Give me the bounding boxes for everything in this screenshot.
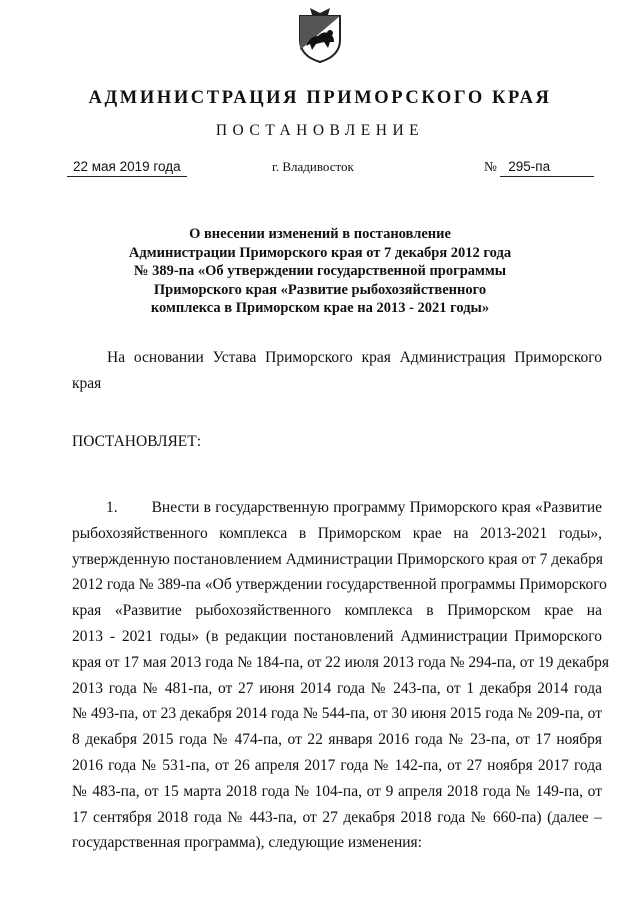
- document-title: [70, 225, 570, 318]
- paragraph-line: края от 17 мая 2013 года № 184-па, от 22 июля 2013 года № 294-па, от 19 декабря: [72, 653, 609, 671]
- title-line: № 389-па «Об утверждении государственной программы: [133, 263, 507, 279]
- paragraph-line: 2016 года № 531-па, от 26 апреля 2017 года № 142-па, от 27 ноября 2017 года: [72, 756, 602, 774]
- basis-paragraph: [72, 345, 602, 397]
- primorsky-krai-coat-of-arms-icon: [296, 6, 344, 64]
- number-value: 295-па: [500, 159, 594, 177]
- paragraph-line: рыбохозяйственного комплекса в Приморском крае на 2013-2021 годы»,: [72, 524, 602, 542]
- number-label: №: [484, 159, 497, 174]
- paragraph-line: 2013 - 2021 годы» (в редакции постановлений Администрации Приморского: [72, 627, 602, 645]
- paragraph-line: № 493-па, от 23 декабря 2014 года № 544-па, от 30 июня 2015 года № 209-па, от: [72, 705, 602, 723]
- paragraph-line: 8 декабря 2015 года № 474-па, от 22 января 2016 года № 23-па, от 17 ноября: [72, 731, 602, 749]
- document-city: г. Владивосток: [272, 159, 354, 174]
- paragraph-line: 1. Внести в государственную программу Приморского края «Развитие: [72, 499, 602, 516]
- title-line: комплекса в Приморском крае на 2013 - 2021 годы»: [150, 300, 490, 316]
- title-line: Приморского края «Развитие рыбохозяйственного: [153, 281, 487, 298]
- paragraph-line: На основании Устава Приморского края Администрация Приморского: [72, 349, 602, 366]
- title-line: Администрации Приморского края от 7 декабря 2012 года: [128, 244, 512, 261]
- item-1-paragraph: [72, 495, 609, 856]
- paragraph-line: 2012 года № 389-па «Об утверждении государственной программы Приморского: [72, 576, 607, 594]
- title-line: О внесении изменений в постановление: [189, 226, 451, 242]
- document-type: ПОСТАНОВЛЕНИЕ: [215, 122, 425, 139]
- paragraph-line: 17 сентября 2018 года № 443-па, от 27 декабря 2018 года № 660-па) (далее –: [72, 808, 602, 826]
- paragraph-line: края: [72, 374, 102, 392]
- paragraph-line: № 483-па, от 15 марта 2018 года № 104-па, от 9 апреля 2018 года № 149-па, от: [72, 782, 602, 800]
- paragraph-line: 2013 года № 481-па, от 27 июня 2014 года № 243-па, от 1 декабря 2014 года: [72, 679, 602, 697]
- resolves-heading: ПОСТАНОВЛЯЕТ:: [72, 433, 202, 450]
- document-date: 22 мая 2019 года: [67, 159, 187, 177]
- paragraph-line: края «Развитие рыбохозяйственного комплекса в Приморском крае на: [72, 602, 602, 620]
- document-number: [484, 159, 594, 177]
- organization-name: АДМИНИСТРАЦИЯ ПРИМОРСКОГО КРАЯ: [88, 88, 552, 108]
- paragraph-line: утвержденную постановлением Администрации Приморского края от 7 декабря: [72, 550, 603, 568]
- paragraph-line: государственная программа), следующие изменения:: [72, 834, 422, 852]
